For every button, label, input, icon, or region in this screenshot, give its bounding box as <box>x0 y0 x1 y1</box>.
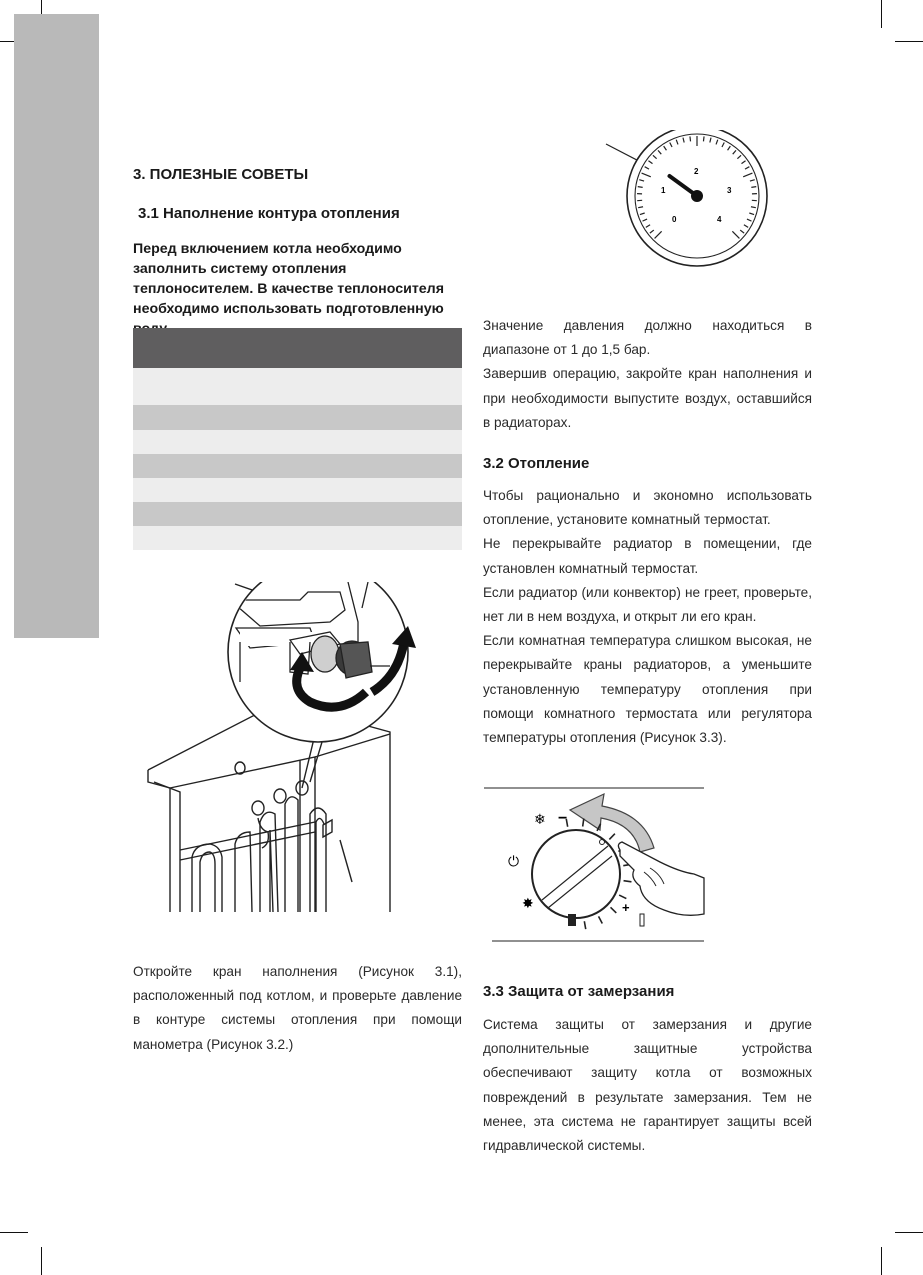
pressure-text <box>483 314 812 435</box>
gauge-tick <box>751 187 756 188</box>
snowflake-icon: ❄ <box>534 812 546 828</box>
crop-mark <box>881 1247 882 1275</box>
crop-mark <box>0 1232 28 1233</box>
gauge-tick <box>690 136 691 141</box>
sun-icon: ✸ <box>522 896 534 912</box>
minus-label: − <box>558 810 568 827</box>
table-row <box>133 405 462 430</box>
table-row <box>133 478 462 502</box>
knob-tick <box>599 916 603 923</box>
table-row <box>133 368 462 405</box>
gauge-tick <box>703 136 704 141</box>
knob-tick <box>609 834 615 840</box>
gauge-label-0: 0 <box>672 215 677 224</box>
gauge-label-4: 4 <box>717 215 722 224</box>
crop-mark <box>41 1247 42 1275</box>
plus-label: + <box>622 900 630 915</box>
thermometer-outline-icon <box>640 914 644 926</box>
close-tap-paragraph: Завершив операцию, закройте кран наполнения и при необходимости выпустите воздух, оставшийся в радиаторах. <box>483 366 812 430</box>
subsection-3-1-title: 3.1 Наполнение контура отопления <box>138 205 400 222</box>
knob-tick <box>583 819 584 827</box>
section-title: 3. ПОЛЕЗНЫЕ СОВЕТЫ <box>133 166 309 183</box>
crop-mark <box>895 41 923 42</box>
heating-paragraph-4: Если комнатная температура слишком высокая, не перекрывайте краны радиаторов, а уменьшите установленную температуру отопления при помощи комнатного термостата или регулятора температуры отопления (Рисунок 3.3). <box>483 633 812 746</box>
lead-paragraph: Перед включением котла необходимо заполнить систему отопления теплоносителем. В качестве теплоносителя необходимо использовать подготовленную <box>133 241 444 317</box>
pressure-range-paragraph: Значение давления должно находиться в диапазоне от 1 до 1,5 бар. <box>483 318 812 358</box>
pressure-gauge-illustration <box>580 130 780 280</box>
heating-paragraph-3: Если радиатор (или конвектор) не греет, проверьте, нет ли в нем воздуха, и открыт ли его кран. <box>483 584 812 625</box>
frost-paragraph: Система защиты от замерзания и другие дополнительные защитные устройства обеспечивают защиту котла от возможных повреждений в результате замерзания. Тем не менее, эта система не гарантирует защиты всей гидравлической системы. <box>483 1017 812 1154</box>
table-row <box>133 430 462 454</box>
table-row <box>133 502 462 526</box>
subsection-3-2-title: 3.2 Отопление <box>483 455 590 472</box>
side-tab <box>14 14 99 638</box>
crop-mark <box>895 1232 923 1233</box>
boiler-filling-tap-illustration <box>140 582 460 914</box>
table-row <box>133 526 462 550</box>
heating-paragraph-1: Чтобы рационально и экономно использовать отопление, установите комнатный термостат. <box>483 488 812 528</box>
thermometer-icon <box>568 914 576 926</box>
temperature-knob-illustration <box>484 786 706 942</box>
heating-text <box>483 484 812 750</box>
table-row <box>133 454 462 478</box>
gauge-label-2: 2 <box>694 167 699 176</box>
knob-tick <box>624 881 632 882</box>
table-header <box>133 328 462 368</box>
caption-open-tap: Откройте кран наполнения (Рисунок 3.1), расположенный под котлом, и проверьте давление в контуре системы отопления при помощи манометра (Рисунок 3.2.) <box>133 964 462 1052</box>
gauge-tick <box>638 187 643 188</box>
knob-tick <box>611 907 617 913</box>
subsection-3-3-title: 3.3 Защита от замерзания <box>483 983 675 1000</box>
crop-mark <box>881 0 882 28</box>
power-icon: ⏻ <box>508 854 520 870</box>
knob-tick <box>619 895 626 899</box>
heating-paragraph-2: Не перекрывайте радиатор в помещении, где установлен комнатный термостат. <box>483 536 812 576</box>
gauge-label-3: 3 <box>727 186 732 195</box>
knob-tick <box>584 921 585 929</box>
gauge-label-1: 1 <box>661 186 666 195</box>
frost-protection-text <box>483 1013 812 1158</box>
